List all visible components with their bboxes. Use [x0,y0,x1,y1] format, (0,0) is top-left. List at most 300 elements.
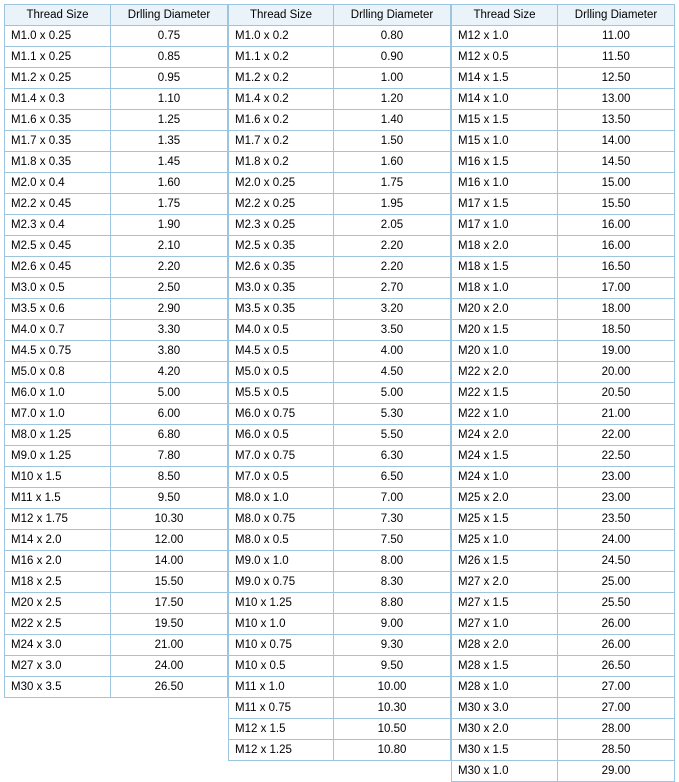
cell-thread-size: M11 x 1.5 [5,488,111,509]
cell-drilling-diameter: 1.95 [334,194,451,215]
cell-drilling-diameter: 0.80 [334,26,451,47]
cell-drilling-diameter: 2.10 [111,236,228,257]
cell-thread-size: M1.7 x 0.2 [229,131,334,152]
cell-drilling-diameter: 3.20 [334,299,451,320]
cell-thread-size: M18 x 2.5 [5,572,111,593]
cell-thread-size: M25 x 1.5 [452,509,558,530]
cell-drilling-diameter: 15.50 [558,194,675,215]
cell-thread-size: M26 x 1.5 [452,551,558,572]
cell-drilling-diameter: 8.00 [334,551,451,572]
cell-drilling-diameter: 10.30 [111,509,228,530]
table-row [5,404,228,425]
cell-thread-size: M3.5 x 0.35 [229,299,334,320]
cell-drilling-diameter: 27.00 [558,677,675,698]
cell-thread-size: M27 x 1.0 [452,614,558,635]
cell-drilling-diameter: 0.85 [111,47,228,68]
cell-thread-size: M11 x 0.75 [229,698,334,719]
table-row [229,341,451,362]
cell-thread-size: M25 x 2.0 [452,488,558,509]
table-row [452,656,675,677]
table-row [229,257,451,278]
cell-drilling-diameter: 17.00 [558,278,675,299]
cell-drilling-diameter: 18.50 [558,320,675,341]
cell-thread-size: M24 x 2.0 [452,425,558,446]
cell-thread-size: M30 x 1.5 [452,740,558,761]
cell-drilling-diameter: 23.50 [558,509,675,530]
table-row [452,257,675,278]
table-row [229,572,451,593]
cell-thread-size: M20 x 1.5 [452,320,558,341]
table-row [229,152,451,173]
cell-thread-size: M24 x 3.0 [5,635,111,656]
cell-thread-size: M8.0 x 1.0 [229,488,334,509]
cell-drilling-diameter: 17.50 [111,593,228,614]
cell-drilling-diameter: 12.00 [111,530,228,551]
cell-thread-size: M2.6 x 0.45 [5,257,111,278]
cell-thread-size: M16 x 2.0 [5,551,111,572]
table-row [5,488,228,509]
cell-thread-size: M14 x 2.0 [5,530,111,551]
table-row [5,341,228,362]
cell-drilling-diameter: 24.50 [558,551,675,572]
cell-drilling-diameter: 11.50 [558,47,675,68]
table-row [452,425,675,446]
cell-drilling-diameter: 4.20 [111,362,228,383]
cell-drilling-diameter: 9.00 [334,614,451,635]
table-row [452,173,675,194]
cell-thread-size: M1.6 x 0.35 [5,110,111,131]
cell-thread-size: M2.2 x 0.25 [229,194,334,215]
cell-thread-size: M20 x 2.0 [452,299,558,320]
cell-drilling-diameter: 4.00 [334,341,451,362]
cell-drilling-diameter: 23.00 [558,467,675,488]
table-row [5,425,228,446]
cell-drilling-diameter: 1.00 [334,68,451,89]
cell-drilling-diameter: 24.00 [558,530,675,551]
table-row [229,509,451,530]
table-row [229,614,451,635]
cell-thread-size: M24 x 1.5 [452,446,558,467]
cell-drilling-diameter: 14.50 [558,152,675,173]
cell-thread-size: M20 x 1.0 [452,341,558,362]
cell-thread-size: M1.8 x 0.2 [229,152,334,173]
table-row [229,47,451,68]
cell-drilling-diameter: 1.60 [334,152,451,173]
cell-drilling-diameter: 7.50 [334,530,451,551]
cell-thread-size: M1.4 x 0.2 [229,89,334,110]
cell-drilling-diameter: 9.50 [111,488,228,509]
table-row [452,194,675,215]
cell-thread-size: M6.0 x 0.75 [229,404,334,425]
cell-thread-size: M2.5 x 0.45 [5,236,111,257]
cell-drilling-diameter: 19.50 [111,614,228,635]
table-row [229,656,451,677]
cell-drilling-diameter: 5.00 [334,383,451,404]
table-row [452,131,675,152]
table-row [452,110,675,131]
table-row [452,614,675,635]
cell-thread-size: M5.0 x 0.8 [5,362,111,383]
table-row [452,551,675,572]
cell-thread-size: M27 x 2.0 [452,572,558,593]
table-row [229,26,451,47]
table-row [229,677,451,698]
table-row [229,110,451,131]
cell-thread-size: M17 x 1.0 [452,215,558,236]
cell-drilling-diameter: 2.50 [111,278,228,299]
cell-drilling-diameter: 12.50 [558,68,675,89]
cell-drilling-diameter: 14.00 [111,551,228,572]
cell-drilling-diameter: 5.50 [334,425,451,446]
cell-thread-size: M25 x 1.0 [452,530,558,551]
cell-thread-size: M10 x 1.5 [5,467,111,488]
table-row [5,551,228,572]
cell-thread-size: M12 x 0.5 [452,47,558,68]
cell-thread-size: M1.1 x 0.25 [5,47,111,68]
column-header-drilling-diameter: Drlling Diameter [111,5,228,26]
table-row [452,362,675,383]
cell-drilling-diameter: 1.25 [111,110,228,131]
table-row [452,278,675,299]
cell-thread-size: M27 x 3.0 [5,656,111,677]
cell-thread-size: M2.3 x 0.4 [5,215,111,236]
cell-thread-size: M22 x 1.5 [452,383,558,404]
cell-thread-size: M9.0 x 1.0 [229,551,334,572]
table-row [229,68,451,89]
cell-thread-size: M27 x 1.5 [452,593,558,614]
table-row [229,362,451,383]
cell-drilling-diameter: 25.50 [558,593,675,614]
cell-drilling-diameter: 1.75 [111,194,228,215]
table-row [452,698,675,719]
cell-thread-size: M22 x 2.5 [5,614,111,635]
table-row [452,47,675,68]
table-row [229,278,451,299]
cell-drilling-diameter: 6.80 [111,425,228,446]
cell-thread-size: M28 x 1.5 [452,656,558,677]
cell-thread-size: M24 x 1.0 [452,467,558,488]
table-row [5,656,228,677]
table-row [452,215,675,236]
cell-drilling-diameter: 26.50 [558,656,675,677]
table-row [5,257,228,278]
table-row [452,299,675,320]
cell-drilling-diameter: 1.35 [111,131,228,152]
cell-drilling-diameter: 26.00 [558,635,675,656]
cell-thread-size: M28 x 1.0 [452,677,558,698]
cell-thread-size: M14 x 1.0 [452,89,558,110]
thread-table-block-3 [451,4,675,782]
table-body-block-1 [5,26,228,698]
cell-thread-size: M1.1 x 0.2 [229,47,334,68]
table-row [452,404,675,425]
cell-thread-size: M15 x 1.5 [452,110,558,131]
table-row [5,173,228,194]
table-row [452,635,675,656]
cell-drilling-diameter: 1.90 [111,215,228,236]
cell-thread-size: M2.3 x 0.25 [229,215,334,236]
cell-thread-size: M8.0 x 0.5 [229,530,334,551]
cell-thread-size: M7.0 x 1.0 [5,404,111,425]
table-row [229,593,451,614]
cell-drilling-diameter: 21.00 [558,404,675,425]
cell-drilling-diameter: 8.30 [334,572,451,593]
table-row [229,551,451,572]
cell-drilling-diameter: 13.00 [558,89,675,110]
table-row [5,110,228,131]
cell-thread-size: M16 x 1.0 [452,173,558,194]
cell-thread-size: M1.8 x 0.35 [5,152,111,173]
thread-table-block-1 [4,4,228,698]
cell-drilling-diameter: 2.05 [334,215,451,236]
cell-drilling-diameter: 22.00 [558,425,675,446]
cell-thread-size: M30 x 1.0 [452,761,558,782]
cell-drilling-diameter: 8.80 [334,593,451,614]
column-header-thread-size: Thread Size [5,5,111,26]
cell-drilling-diameter: 1.60 [111,173,228,194]
table-row [5,152,228,173]
table-row [5,26,228,47]
cell-drilling-diameter: 2.20 [334,236,451,257]
cell-drilling-diameter: 20.00 [558,362,675,383]
cell-drilling-diameter: 6.00 [111,404,228,425]
cell-thread-size: M17 x 1.5 [452,194,558,215]
cell-thread-size: M10 x 1.25 [229,593,334,614]
cell-thread-size: M1.4 x 0.3 [5,89,111,110]
table-header-row [5,5,228,26]
cell-drilling-diameter: 2.20 [334,257,451,278]
table-row [229,173,451,194]
cell-thread-size: M16 x 1.5 [452,152,558,173]
cell-thread-size: M5.0 x 0.5 [229,362,334,383]
table-row [229,89,451,110]
cell-drilling-diameter: 15.00 [558,173,675,194]
cell-drilling-diameter: 7.30 [334,509,451,530]
table-row [452,530,675,551]
cell-drilling-diameter: 3.30 [111,320,228,341]
table-row [229,635,451,656]
table-row [229,236,451,257]
cell-drilling-diameter: 3.80 [111,341,228,362]
table-body-block-3 [452,26,675,782]
cell-drilling-diameter: 1.75 [334,173,451,194]
cell-drilling-diameter: 28.50 [558,740,675,761]
cell-drilling-diameter: 4.50 [334,362,451,383]
cell-thread-size: M3.0 x 0.35 [229,278,334,299]
table-row [229,530,451,551]
table-row [5,299,228,320]
cell-thread-size: M30 x 3.0 [452,698,558,719]
table-row [5,614,228,635]
table-row [452,488,675,509]
cell-thread-size: M2.2 x 0.45 [5,194,111,215]
table-row [229,194,451,215]
cell-drilling-diameter: 2.70 [334,278,451,299]
table-row [5,236,228,257]
cell-thread-size: M10 x 1.0 [229,614,334,635]
cell-drilling-diameter: 9.50 [334,656,451,677]
cell-drilling-diameter: 7.00 [334,488,451,509]
cell-drilling-diameter: 0.95 [111,68,228,89]
cell-drilling-diameter: 15.50 [111,572,228,593]
cell-drilling-diameter: 0.75 [111,26,228,47]
cell-thread-size: M15 x 1.0 [452,131,558,152]
table-row [5,509,228,530]
cell-drilling-diameter: 16.00 [558,236,675,257]
table-row [229,299,451,320]
cell-thread-size: M1.2 x 0.2 [229,68,334,89]
table-row [5,635,228,656]
cell-drilling-diameter: 1.40 [334,110,451,131]
thread-table-block-2 [228,4,451,761]
column-header-drilling-diameter: Drlling Diameter [334,5,451,26]
cell-thread-size: M6.0 x 1.0 [5,383,111,404]
table-row [452,761,675,782]
cell-thread-size: M12 x 1.5 [229,719,334,740]
cell-drilling-diameter: 7.80 [111,446,228,467]
cell-thread-size: M18 x 1.5 [452,257,558,278]
cell-thread-size: M30 x 2.0 [452,719,558,740]
cell-thread-size: M20 x 2.5 [5,593,111,614]
cell-drilling-diameter: 10.00 [334,677,451,698]
table-row [5,68,228,89]
cell-drilling-diameter: 26.50 [111,677,228,698]
table-row [5,89,228,110]
cell-drilling-diameter: 21.00 [111,635,228,656]
cell-drilling-diameter: 5.00 [111,383,228,404]
cell-thread-size: M1.7 x 0.35 [5,131,111,152]
table-row [229,446,451,467]
cell-thread-size: M2.0 x 0.4 [5,173,111,194]
cell-thread-size: M1.6 x 0.2 [229,110,334,131]
table-header-row [229,5,451,26]
cell-thread-size: M12 x 1.25 [229,740,334,761]
cell-drilling-diameter: 27.00 [558,698,675,719]
cell-thread-size: M4.5 x 0.5 [229,341,334,362]
cell-thread-size: M18 x 1.0 [452,278,558,299]
cell-thread-size: M1.0 x 0.2 [229,26,334,47]
cell-drilling-diameter: 6.30 [334,446,451,467]
cell-thread-size: M22 x 1.0 [452,404,558,425]
cell-drilling-diameter: 20.50 [558,383,675,404]
table-row [5,530,228,551]
cell-thread-size: M8.0 x 1.25 [5,425,111,446]
cell-drilling-diameter: 6.50 [334,467,451,488]
cell-drilling-diameter: 18.00 [558,299,675,320]
table-row [452,152,675,173]
cell-thread-size: M9.0 x 0.75 [229,572,334,593]
table-row [452,236,675,257]
table-row [229,131,451,152]
cell-thread-size: M2.0 x 0.25 [229,173,334,194]
cell-drilling-diameter: 5.30 [334,404,451,425]
cell-drilling-diameter: 10.30 [334,698,451,719]
cell-drilling-diameter: 26.00 [558,614,675,635]
cell-drilling-diameter: 0.90 [334,47,451,68]
cell-thread-size: M8.0 x 0.75 [229,509,334,530]
cell-drilling-diameter: 19.00 [558,341,675,362]
table-row [229,698,451,719]
cell-drilling-diameter: 22.50 [558,446,675,467]
cell-drilling-diameter: 8.50 [111,467,228,488]
table-row [229,383,451,404]
cell-thread-size: M4.5 x 0.75 [5,341,111,362]
cell-thread-size: M5.5 x 0.5 [229,383,334,404]
table-row [452,593,675,614]
table-row [452,341,675,362]
cell-drilling-diameter: 1.10 [111,89,228,110]
cell-thread-size: M3.5 x 0.6 [5,299,111,320]
cell-thread-size: M7.0 x 0.75 [229,446,334,467]
table-row [5,47,228,68]
cell-thread-size: M1.2 x 0.25 [5,68,111,89]
cell-thread-size: M1.0 x 0.25 [5,26,111,47]
column-header-thread-size: Thread Size [229,5,334,26]
table-row [452,89,675,110]
cell-drilling-diameter: 2.20 [111,257,228,278]
table-row [452,509,675,530]
table-row [229,719,451,740]
table-row [452,467,675,488]
cell-drilling-diameter: 1.45 [111,152,228,173]
table-row [5,362,228,383]
cell-thread-size: M30 x 3.5 [5,677,111,698]
table-row [5,215,228,236]
cell-thread-size: M2.5 x 0.35 [229,236,334,257]
cell-thread-size: M9.0 x 1.25 [5,446,111,467]
table-row [5,677,228,698]
table-row [5,131,228,152]
table-row [229,404,451,425]
cell-drilling-diameter: 28.00 [558,719,675,740]
cell-thread-size: M7.0 x 0.5 [229,467,334,488]
table-row [5,383,228,404]
table-row [229,215,451,236]
table-row [452,719,675,740]
cell-drilling-diameter: 10.50 [334,719,451,740]
cell-drilling-diameter: 1.50 [334,131,451,152]
cell-thread-size: M18 x 2.0 [452,236,558,257]
table-row [5,467,228,488]
cell-drilling-diameter: 2.90 [111,299,228,320]
cell-thread-size: M12 x 1.0 [452,26,558,47]
table-row [229,425,451,446]
cell-drilling-diameter: 13.50 [558,110,675,131]
table-row [452,740,675,761]
cell-drilling-diameter: 11.00 [558,26,675,47]
cell-thread-size: M3.0 x 0.5 [5,278,111,299]
cell-thread-size: M2.6 x 0.35 [229,257,334,278]
cell-drilling-diameter: 24.00 [111,656,228,677]
cell-drilling-diameter: 29.00 [558,761,675,782]
cell-thread-size: M28 x 2.0 [452,635,558,656]
table-row [5,320,228,341]
cell-drilling-diameter: 1.20 [334,89,451,110]
column-header-thread-size: Thread Size [452,5,558,26]
cell-thread-size: M10 x 0.75 [229,635,334,656]
table-row [5,278,228,299]
cell-drilling-diameter: 16.50 [558,257,675,278]
table-row [229,740,451,761]
cell-thread-size: M14 x 1.5 [452,68,558,89]
table-row [5,446,228,467]
table-row [452,572,675,593]
table-row [452,68,675,89]
table-row [452,383,675,404]
cell-thread-size: M10 x 0.5 [229,656,334,677]
cell-thread-size: M11 x 1.0 [229,677,334,698]
table-row [229,320,451,341]
